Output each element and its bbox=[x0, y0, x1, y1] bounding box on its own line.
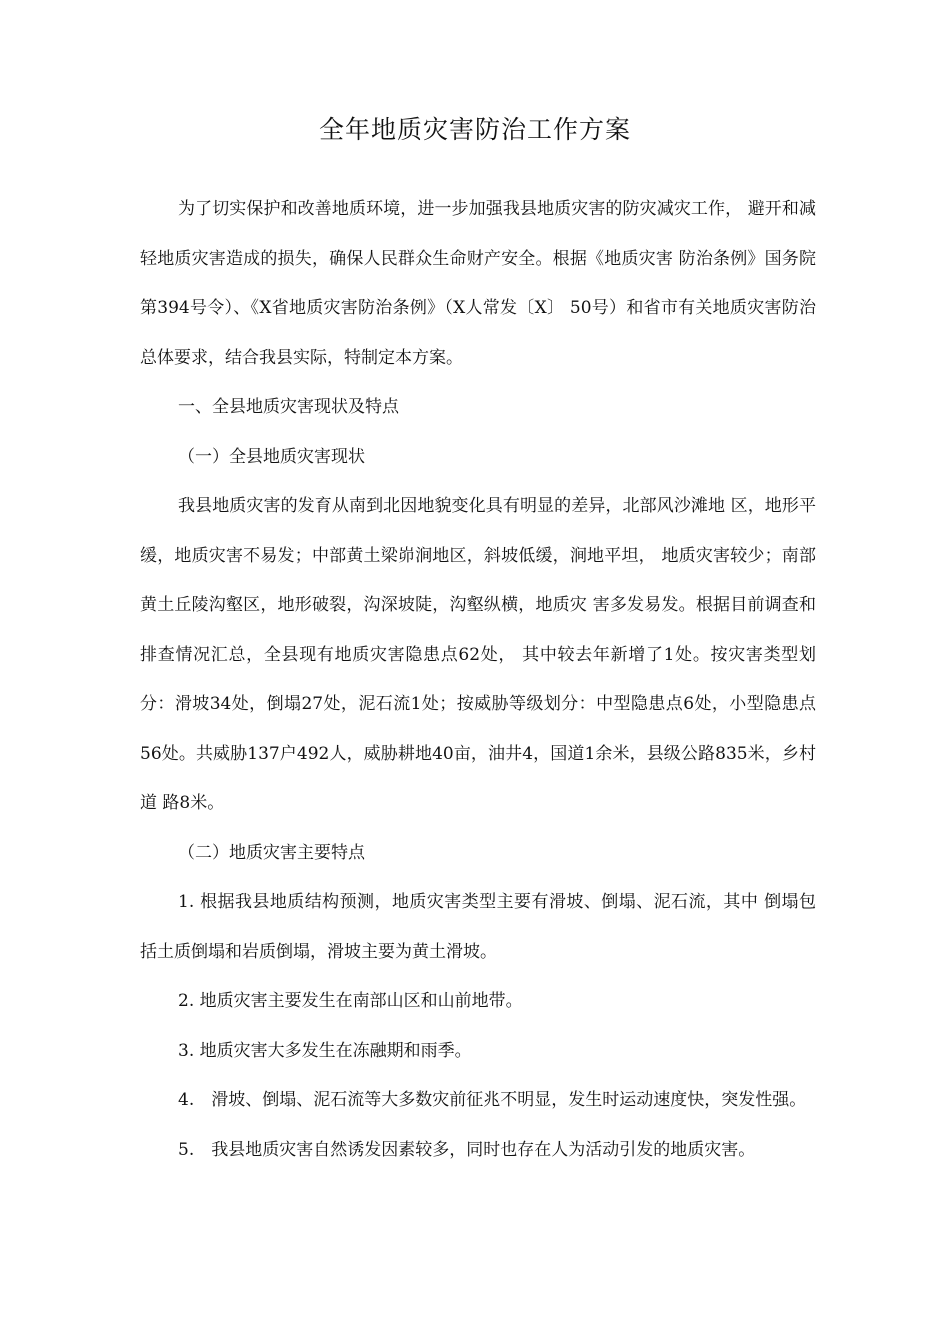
list-item-2: 2. 地质灾害主要发生在南部山区和山前地带。 bbox=[178, 991, 523, 1011]
intro-paragraph: 为了切实保护和改善地质环境，进一步加强我县地质灾害的防灾减灾工作， 避开和减轻地质灾害造成的损失，确保人民群众生命财产安全。根据《地质灾害 防治条例》国务院第394号令）、《X省地质灾害防治条例》（X人常发〔X〕 50号）和省市有关地质灾害防治总体要求，结合我县实际，特制定本方案。 bbox=[140, 199, 816, 368]
list-item-3: 3. 地质灾害大多发生在冻融期和雨季。 bbox=[178, 1040, 472, 1061]
list-item-5: 5. 我县地质灾害自然诱发因素较多，同时也存在人为活动引发的地质灾害。 bbox=[178, 1139, 756, 1160]
section-heading-1: 一、全县地质灾害现状及特点 bbox=[178, 397, 399, 417]
subsection-heading-2: （二）地质灾害主要特点 bbox=[178, 842, 365, 863]
document-title: 全年地质灾害防治工作方案 bbox=[318, 115, 631, 144]
list-item-4: 4. 滑坡、倒塌、泥石流等大多数灾前征兆不明显，发生时运动速度快，突发性强。 bbox=[178, 1090, 807, 1110]
list-item-1: 1. 根据我县地质结构预测，地质灾害类型主要有滑坡、倒塌、泥石流，其中 倒塌包括土质倒塌和岩质倒塌，滑坡主要为黄土滑坡。 bbox=[140, 892, 816, 962]
document-body bbox=[140, 185, 816, 1175]
subsection-1-paragraph: 我县地质灾害的发育从南到北因地貌变化具有明显的差异，北部风沙滩地 区，地形平缓，地质灾害不易发；中部黄土梁峁涧地区，斜坡低缓，涧地平坦， 地质灾害较少；南部黄土丘陵沟壑区，地形破裂，沟深坡陡，沟壑纵横，地质灾 害多发易发。根据目前调查和排查情况汇总，全县现有地质灾害隐患点62处， 其中较去年新增了1处。按灾害类型划分：滑坡34处，倒塌27处，泥石流1处；按威胁等级划分：中型隐患点6处，小型隐患点56处。共威胁137户492人，威胁耕地40亩，油井4，国道1余米，县级公路835米，乡村道 路8米。 bbox=[140, 496, 816, 813]
subsection-heading-1: （一）全县地质灾害现状 bbox=[178, 446, 365, 467]
